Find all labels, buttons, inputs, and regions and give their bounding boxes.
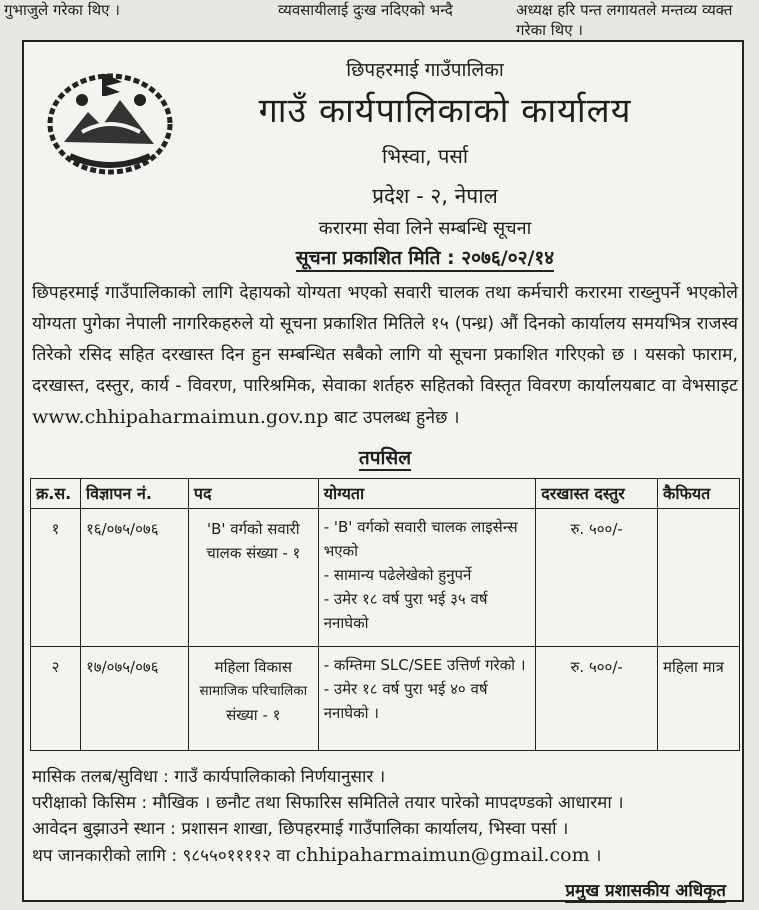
- cell-remarks: [658, 509, 740, 647]
- cell-ad-no: १६/०७५/०७६: [80, 509, 188, 647]
- cell-sn: १: [31, 509, 81, 647]
- col-header-remarks: कैफियत: [658, 479, 740, 509]
- signatory: प्रमुख प्रशासकीय अधिकृत: [565, 881, 726, 901]
- municipality-name: छिपहरमाई गाउँपालिका: [346, 59, 504, 81]
- top-column-2: व्यवसायीलाई दुःख नदिएको भन्दै: [278, 1, 453, 19]
- cell-ad-no: १७/०७५/०७६: [80, 647, 188, 751]
- qualification-item: - उमेर १८ वर्ष पुरा भई ४० वर्ष ननाघेको ।: [323, 680, 488, 722]
- vacancy-table: [30, 478, 740, 751]
- cell-qualification: [318, 647, 536, 751]
- cell-post: [188, 647, 318, 751]
- table-row: [31, 647, 740, 751]
- contact-prefix: थप जानकारीको लागि : ९८५५०११११२ वा: [32, 846, 296, 866]
- qualification-item: - उमेर १८ वर्ष पुरा भई ३५ वर्ष ननाघेको: [323, 590, 488, 632]
- submission-place-line: आवेदन बुझाउने स्थान : प्रशासन शाखा, छिपहरमाई गाउँपालिका कार्यालय, भिस्वा पर्सा ।: [32, 819, 569, 839]
- cell-fee: रु. ५००/-: [536, 509, 658, 647]
- col-header-sn: क्र.स.: [31, 479, 81, 509]
- office-location: भिस्वा, पर्सा: [381, 144, 469, 168]
- office-name: गाउँ कार्यपालिकाको कार्यालय: [258, 91, 632, 131]
- qualification-item: - सामान्य पढेलेखेको हुनुपर्ने: [323, 566, 472, 584]
- col-header-fee: दरखास्त दस्तुर: [536, 479, 658, 509]
- published-date: सूचना प्रकाशित मिति : २०७६/०२/१४: [64, 244, 759, 270]
- qualification-item: - 'B' वर्गको सवारी चालक लाइसेन्स भएको: [323, 518, 518, 560]
- table-header-row: [31, 479, 740, 509]
- exam-type-line: परीक्षाको किसिम : मौखिक । छनौट तथा सिफारिस समितिले तयार पारेको मापदण्डको आधारमा ।: [32, 793, 624, 813]
- province-line: प्रदेश - २, नेपाल: [372, 184, 498, 208]
- contact-line: [32, 842, 738, 869]
- post-line: महिला विकास: [214, 658, 293, 676]
- contact-email-link[interactable]: chhipaharmaimun@gmail.com: [295, 844, 590, 866]
- notice-footer: [32, 764, 738, 869]
- table-row: [31, 509, 740, 647]
- post-line: सामाजिक परिचालिका: [199, 683, 308, 699]
- cell-remarks: महिला मात्र: [658, 647, 740, 751]
- public-notice: [22, 40, 744, 902]
- cell-qualification: [318, 509, 536, 647]
- website-link[interactable]: www.chhipaharmaimun.gov.np: [32, 406, 329, 428]
- col-header-post: पद: [188, 479, 318, 509]
- post-line: संख्या - १: [226, 706, 281, 724]
- qualification-item: - कम्तिमा SLC/SEE उत्तिर्ण गरेको ।: [323, 656, 526, 674]
- cell-sn: २: [31, 647, 81, 751]
- website-suffix: बाट उपलब्ध हुनेछ ।: [328, 408, 460, 428]
- salary-line: मासिक तलब/सुविधा : गाउँ कार्यपालिकाको निर्णयानुसार ।: [32, 767, 386, 787]
- notice-paragraph: छिपहरमाई गाउँपालिकाको लागि देहायको योग्यता भएको सवारी चालक तथा कर्मचारी करारमा राख्नुपर्ने भएकोले योग्यता पुगेका नेपाली नागरिकहरुले यो सूचना प्रकाशित मितिले १५ (पन्ध्र) औं दिनको कार्यालय समयभित्र राजस्व तिरेको रसिद सहित दरखास्त दिन हुन सम्बन्धित सबैको लागि यो सूचना प्रकाशित गरिएको छ । यसको फाराम, दरखास्त, दस्तुर, कार्य - विवरण, पारिश्रमिक, सेवाका शर्तहरु सहितको विस्तृत विवरण कार्यालयबाट वा वेभसाइट: [32, 283, 738, 396]
- col-header-ad-no: विज्ञापन नं.: [80, 479, 188, 509]
- notice-body: [32, 278, 738, 434]
- cell-post: 'B' वर्गको सवारी चालक संख्या - १: [188, 509, 318, 647]
- top-column-3: अध्यक्ष हरि पन्त लगायतले मन्तव्य व्यक्त गरेका थिए ।: [516, 1, 733, 39]
- table-heading: तपसिल: [358, 447, 412, 469]
- notice-title: करारमा सेवा लिने सम्बन्धि सूचना: [318, 218, 532, 239]
- cell-fee: रु. ५००/-: [536, 647, 658, 751]
- col-header-qualification: योग्यता: [318, 479, 536, 509]
- top-column-1: गुभाजुले गरेका थिए ।: [4, 1, 120, 19]
- contact-suffix: ।: [589, 846, 602, 866]
